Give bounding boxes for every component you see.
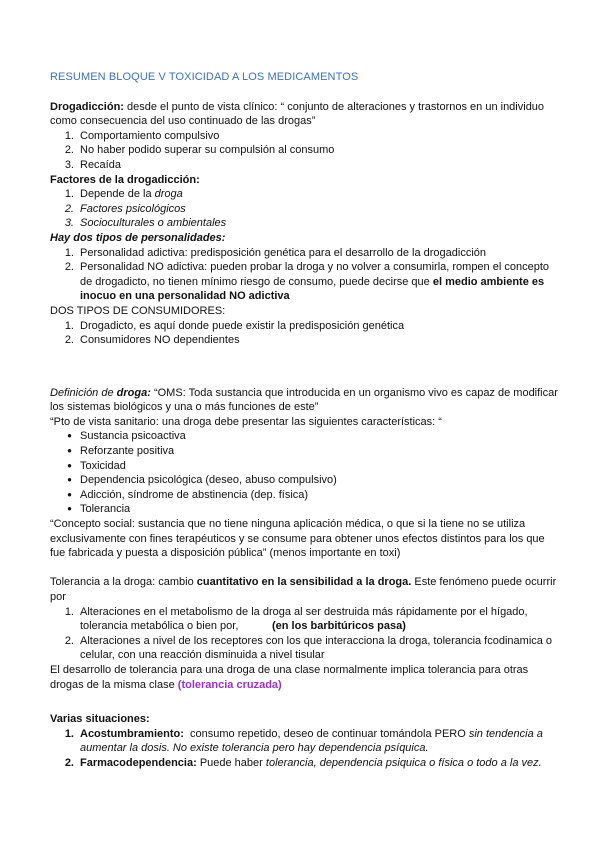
social-paragraph: “Concepto social: sustancia que no tiene ninguna aplicación médica, o que si la tiene no se utiliza exclusivamente con fines terapéuticos y se consume para obtener unos efectos distintos para los que fue fabricada y puesta a disposición pública” (menos importante en toxi): [50, 518, 545, 560]
document-page: [50, 70, 560, 771]
sanitario-paragraph: “Pto de vista sanitario: una droga debe presentar las siguientes características: “: [50, 415, 442, 428]
tolerancia-paragraph: Tolerancia a la droga: cambio cuantitativo en la sensibilidad a la droga. Este fenómeno puede ocurrir por: [50, 576, 557, 603]
list-item: 1. Acostumbramiento: consumo repetido, deseo de continuar tomándola PERO sin tendencia a aumentar la dosis. No existe tolerancia pero hay dependencia psíquica.: [64, 727, 543, 755]
consumidores-list: [50, 319, 560, 348]
list-item: 2. Factores psicológicos: [64, 202, 186, 215]
list-item: 2. Consumidores NO dependientes: [64, 334, 240, 347]
definicion-paragraph: Definición de droga: “OMS: Toda sustancia que introducida en un organismo vivo es capaz de modificar los sistemas biológicos y una o más funciones de este”: [50, 386, 558, 414]
list-item: ● Tolerancia: [67, 503, 131, 516]
list-item: 2. No haber podido superar su compulsión al consumo: [64, 144, 335, 157]
personalidades-heading: Hay dos tipos de personalidades:: [50, 231, 226, 244]
situaciones-heading: Varias situaciones:: [50, 713, 150, 726]
list-item: 3. Socioculturales o ambientales: [64, 217, 227, 230]
drogadiccion-text: desde el punto de vista clínico: “ conjunto de alteraciones y trastornos en un individuo como consecuencia del uso continuado de las drogas”: [50, 100, 545, 128]
drogadiccion-list: [50, 129, 560, 173]
list-item: 2. Personalidad NO adictiva: pueden probar la droga y no volver a consumirla, rompen el concepto de drogadicto, no tienen mínimo riesgo de consumo, puede decirse que el medio ambiente es inocuo en una personalidad NO adictiva: [64, 261, 549, 303]
list-item: ● Dependencia psicológica (deseo, abuso compulsivo): [67, 474, 337, 487]
list-item: ● Sustancia psicoactiva: [67, 430, 186, 443]
caracteristicas-list: [50, 429, 560, 517]
list-item: ● Adicción, síndrome de abstinencia (dep. física): [67, 488, 309, 501]
consumidores-heading: DOS TIPOS DE CONSUMIDORES:: [50, 304, 226, 317]
tolerancia-cruzada-paragraph: El desarrollo de tolerancia para una droga de una clase normalmente implica tolerancia para otras drogas de la misma clase (tolerancia cruzada): [50, 663, 529, 691]
personalidades-list: [50, 246, 560, 304]
list-item: 2. Farmacodependencia: Puede haber tolerancia, dependencia psiquica o física o todo a la vez.: [64, 756, 542, 769]
list-item: ● Toxicidad: [67, 459, 126, 472]
list-item: 1. Comportamiento compulsivo: [64, 129, 220, 142]
list-item: 3. Recaída: [64, 158, 121, 171]
tolerancia-list: [50, 605, 560, 663]
document-title: RESUMEN BLOQUE V TOXICIDAD A LOS MEDICAMENTOS: [50, 71, 359, 83]
drogadiccion-paragraph: [50, 100, 560, 129]
list-item: 1. Alteraciones en el metabolismo de la droga al ser destruida más rápidamente por el hígado, tolerancia metabólica o bien por, (en los barbitúricos pasa): [64, 605, 531, 633]
list-item: 1. Drogadicto, es aquí donde puede existir la predisposición genética: [64, 319, 405, 332]
factores-heading: Factores de la drogadicción:: [50, 173, 200, 186]
drogadiccion-label: Drogadicción:: [50, 100, 124, 113]
factores-list: [50, 187, 560, 231]
list-item: ● Reforzante positiva: [67, 445, 175, 458]
list-item: 1. Personalidad adictiva: predisposición genética para el desarrollo de la drogadicción: [64, 246, 487, 259]
situaciones-list: [50, 727, 560, 771]
list-item: 2. Alteraciones a nivel de los receptores con los que interacciona la droga, tolerancia fcodinamica o celular, con una reacción disminuida a nivel tisular: [64, 634, 553, 662]
list-item: 1. Depende de la droga: [64, 188, 183, 201]
